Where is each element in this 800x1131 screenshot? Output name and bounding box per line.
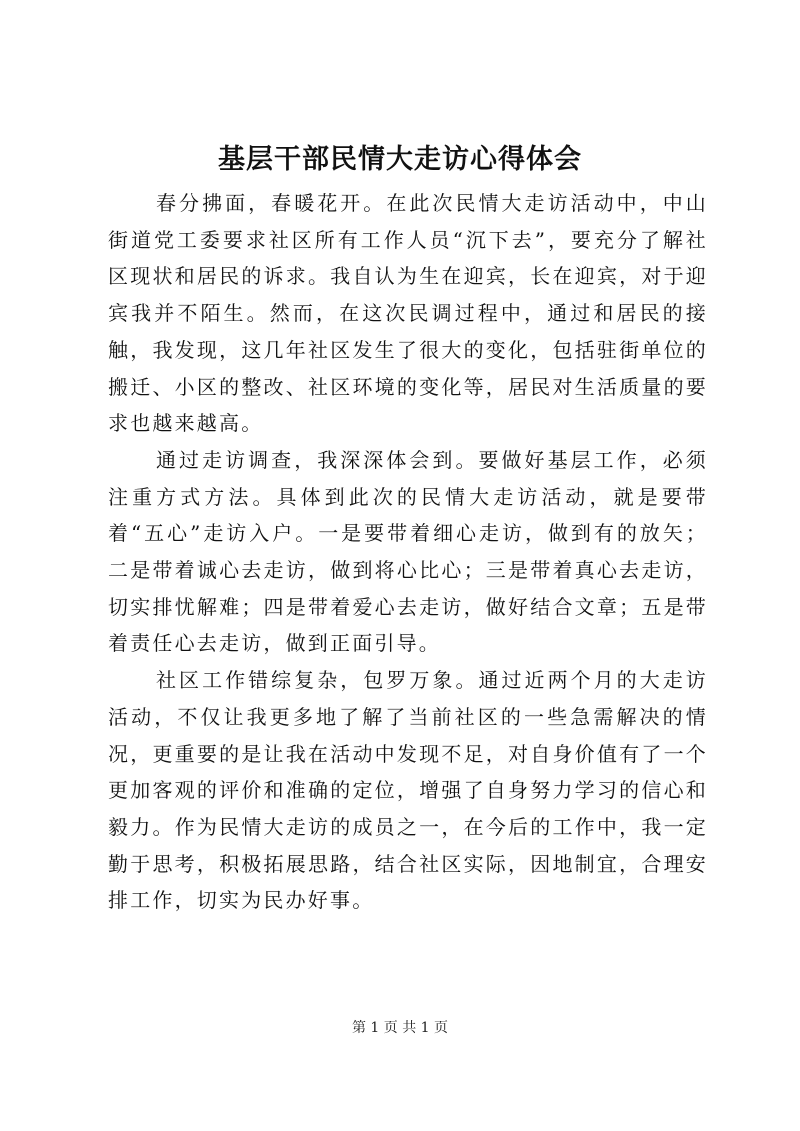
document-body (108, 185, 708, 919)
document-title: 基层干部民情大走访心得体会 (218, 144, 582, 175)
page-number-footer: 第 1 页 共 1 页 (351, 1020, 449, 1036)
paragraph-1: 春分拂面，春暖花开。在此次民情大走访活动中，中山街道党工委要求社区所有工作人员“沉下去”，要充分了解社区现状和居民的诉求。我自认为生在迎宾，长在迎宾，对于迎宾我并不陌生。然而，在这次民调过程中，通过和居民的接触，我发现，这几年社区发生了很大的变化，包括驻街单位的搬迁、小区的整改、社区环境的变化等，居民对生活质量的要求也越来越高。 (108, 191, 708, 436)
paragraph-2: 通过走访调查，我深深体会到。要做好基层工作，必须注重方式方法。具体到此次的民情大走访活动，就是要带着“五心”走访入户。一是要带着细心走访，做到有的放矢；二是带着诚心去走访，做到将心比心；三是带着真心去走访，切实排忧解难；四是带着爱心去走访，做好结合文章；五是带着责任心去走访，做到正面引导。 (108, 447, 708, 656)
paragraph-3: 社区工作错综复杂，包罗万象。通过近两个月的大走访活动，不仅让我更多地了解了当前社区的一些急需解决的情况，更重要的是让我在活动中发现不足，对自身价值有了一个更加客观的评价和准确的定位，增强了自身努力学习的信心和毅力。作为民情大走访的成员之一，在今后的工作中，我一定勤于思考，积极拓展思路，结合社区实际，因地制宜，合理安排工作，切实为民办好事。 (108, 668, 708, 913)
